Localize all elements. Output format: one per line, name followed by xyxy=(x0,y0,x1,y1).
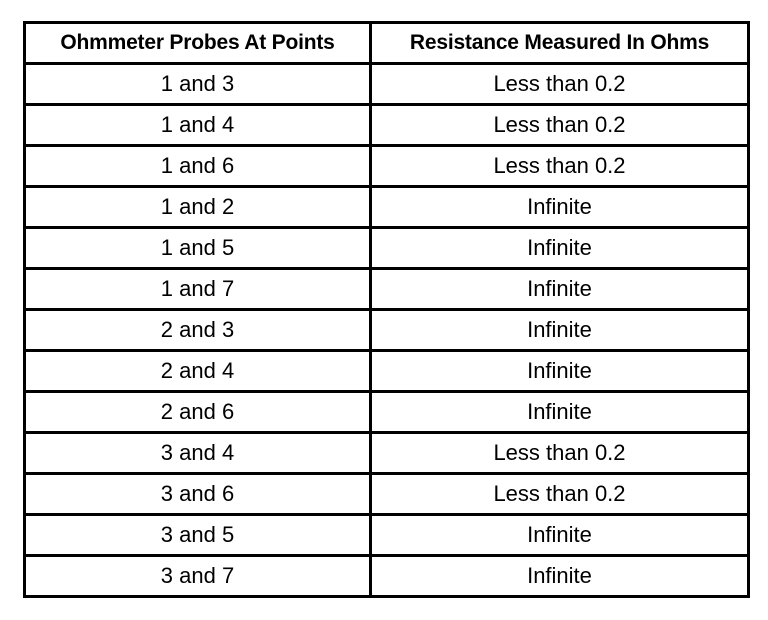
table-row xyxy=(25,269,749,310)
probe-points-cell: 1 and 3 xyxy=(25,64,371,105)
table-row xyxy=(25,187,749,228)
table-row xyxy=(25,64,749,105)
resistance-cell: Less than 0.2 xyxy=(371,433,749,474)
resistance-cell: Less than 0.2 xyxy=(371,105,749,146)
resistance-table xyxy=(23,21,750,598)
resistance-cell: Less than 0.2 xyxy=(371,64,749,105)
probe-points-cell: 1 and 4 xyxy=(25,105,371,146)
resistance-cell: Infinite xyxy=(371,351,749,392)
table-row xyxy=(25,433,749,474)
table-row xyxy=(25,228,749,269)
probe-points-cell: 1 and 2 xyxy=(25,187,371,228)
probe-points-cell: 1 and 5 xyxy=(25,228,371,269)
resistance-cell: Infinite xyxy=(371,556,749,597)
resistance-cell: Less than 0.2 xyxy=(371,146,749,187)
header-resistance: Resistance Measured In Ohms xyxy=(371,23,749,64)
table-body xyxy=(25,64,749,597)
probe-points-cell: 3 and 5 xyxy=(25,515,371,556)
table-row xyxy=(25,310,749,351)
resistance-cell: Infinite xyxy=(371,310,749,351)
resistance-cell: Infinite xyxy=(371,187,749,228)
table-row xyxy=(25,105,749,146)
table-row xyxy=(25,556,749,597)
resistance-cell: Infinite xyxy=(371,392,749,433)
resistance-cell: Less than 0.2 xyxy=(371,474,749,515)
probe-points-cell: 3 and 7 xyxy=(25,556,371,597)
probe-points-cell: 1 and 6 xyxy=(25,146,371,187)
table-row xyxy=(25,146,749,187)
resistance-cell: Infinite xyxy=(371,269,749,310)
resistance-cell: Infinite xyxy=(371,228,749,269)
probe-points-cell: 3 and 6 xyxy=(25,474,371,515)
table-row xyxy=(25,474,749,515)
probe-points-cell: 2 and 6 xyxy=(25,392,371,433)
table-row xyxy=(25,392,749,433)
table-row xyxy=(25,515,749,556)
probe-points-cell: 2 and 4 xyxy=(25,351,371,392)
probe-points-cell: 1 and 7 xyxy=(25,269,371,310)
probe-points-cell: 2 and 3 xyxy=(25,310,371,351)
resistance-cell: Infinite xyxy=(371,515,749,556)
table-header xyxy=(25,23,749,64)
probe-points-cell: 3 and 4 xyxy=(25,433,371,474)
header-row xyxy=(25,23,749,64)
table-row xyxy=(25,351,749,392)
header-probes: Ohmmeter Probes At Points xyxy=(25,23,371,64)
